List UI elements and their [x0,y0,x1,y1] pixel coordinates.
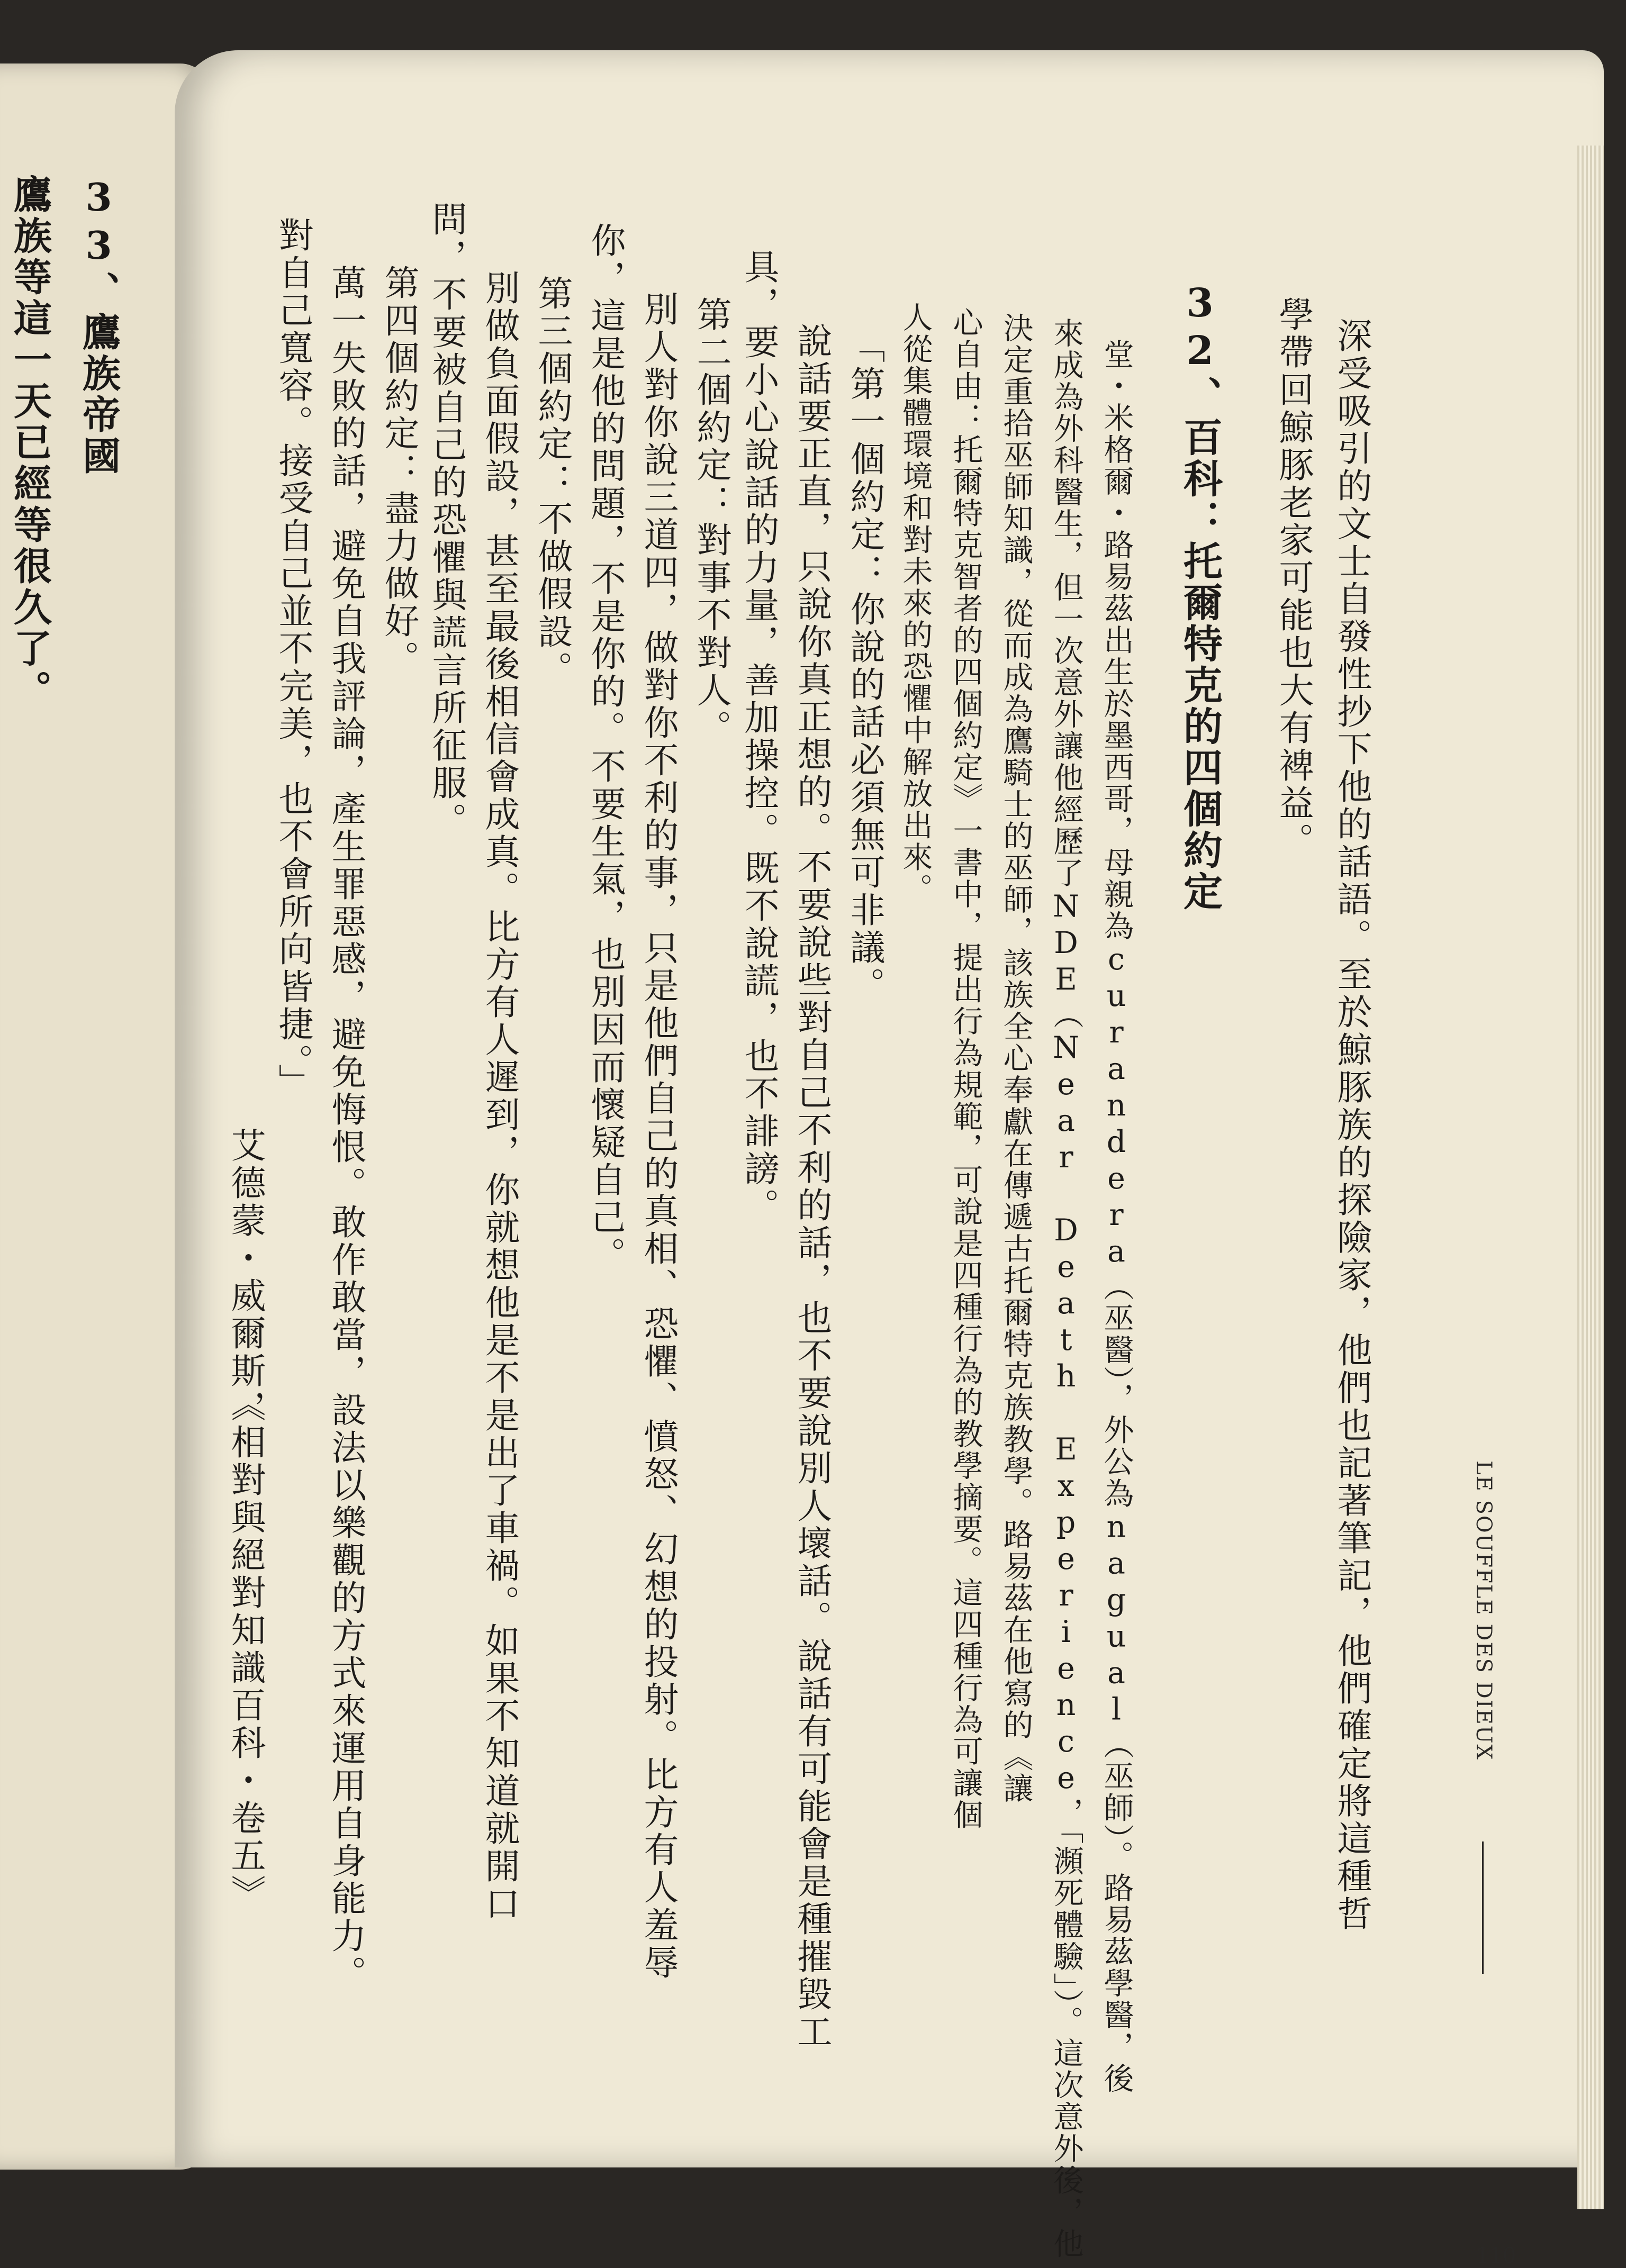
paragraph-line: 問，不要被自己的恐懼與謊言所征服。 [426,201,467,840]
paragraph-line: 別人對你說三道四，做對你不利的事，只是他們自己的真相、恐懼、憤怒、幻想的投射。比方有人羞辱 [638,291,679,1982]
left-text-line: 鷹族等這一天已經等很久了。 [7,175,52,711]
page-number [1476,2244,1516,2268]
paragraph-line: 第三個約定：不做假設。 [532,275,573,688]
intro-line: 深受吸引的文士自發性抄下他的話語。至於鯨豚族的探險家，他們也記著筆記，他們確定將這種哲 [1331,317,1372,1933]
running-header: LE SOUFFLE DES DIEUX [1471,1460,1496,1761]
intro-line: 學帶回鯨豚老家可能也大有裨益。 [1273,296,1314,860]
paragraph-line: 你，這是他的問題，不是你的。不要生氣，也別因而懷疑自己。 [585,222,626,1274]
attribution-author: 艾德蒙・威爾斯， [225,1127,266,1428]
left-section-title: 33、鷹族帝國 [76,175,121,477]
section-title: 32、百科：托爾特克的四個約定 [1177,280,1223,912]
paragraph-line: 人從集體環境和對未來的恐懼中解放出來。 [898,302,933,905]
page-edge [1577,146,1604,2209]
paragraph-line: 「第一個約定：你說的話必須無可非議。 [844,328,885,1004]
paragraph-line: 具，要小心說話的力量，善加操控。既不說謊，也不誹謗。 [738,249,779,1226]
paragraph-line: 決定重拾巫師知識，從而成為鷹騎士的巫師，該族全心奉獻在傳遞古托爾特克族教學。路易茲在他寫的《讓 [998,312,1033,1804]
running-header-rule [1482,1841,1484,1974]
paragraph-line: 對自己寬容。接受自己並不完美，也不會所向皆捷。」 [273,217,313,1101]
paragraph-line: 第四個約定：盡力做好。 [378,265,419,678]
page-number-text: 110 [1476,2244,1516,2268]
paragraph-line: 堂・米格爾・路易茲出生於墨西哥，母親為curandera（巫醫），外公為nagual（巫師）。路易茲學醫，後 [1099,339,1134,2094]
paragraph-line: 說話要正直，只說你真正想的。不要說些對自己不利的話，也不要說別人壞話。說話有可能會是種摧毀工 [791,323,832,2051]
paragraph-line: 心自由：托爾特克智者的四個約定》一書中，提出行為規範，可說是四種行為的教學摘要。這四種行為可讓個 [948,307,983,1831]
attribution-source: 《相對與絕對知識百科・卷五》 [225,1386,266,1912]
paragraph-line: 第二個約定：對事不對人。 [691,296,731,747]
paragraph-line: 別做負面假設，甚至最後相信會成真。比方有人遲到，你就想他是不是出了車禍。如果不知道就開口 [479,270,520,1923]
paragraph-line: 萬一失敗的話，避免自我評論，產生罪惡感，避免悔恨。敢作敢當，設法以樂觀的方式來運用自身能力。 [326,265,366,1993]
paragraph-line: 來成為外科醫生，但一次意外讓他經歷了NDE（Near Death Experience，「瀕死體驗」）。這次意外後，他 [1049,317,1083,2260]
